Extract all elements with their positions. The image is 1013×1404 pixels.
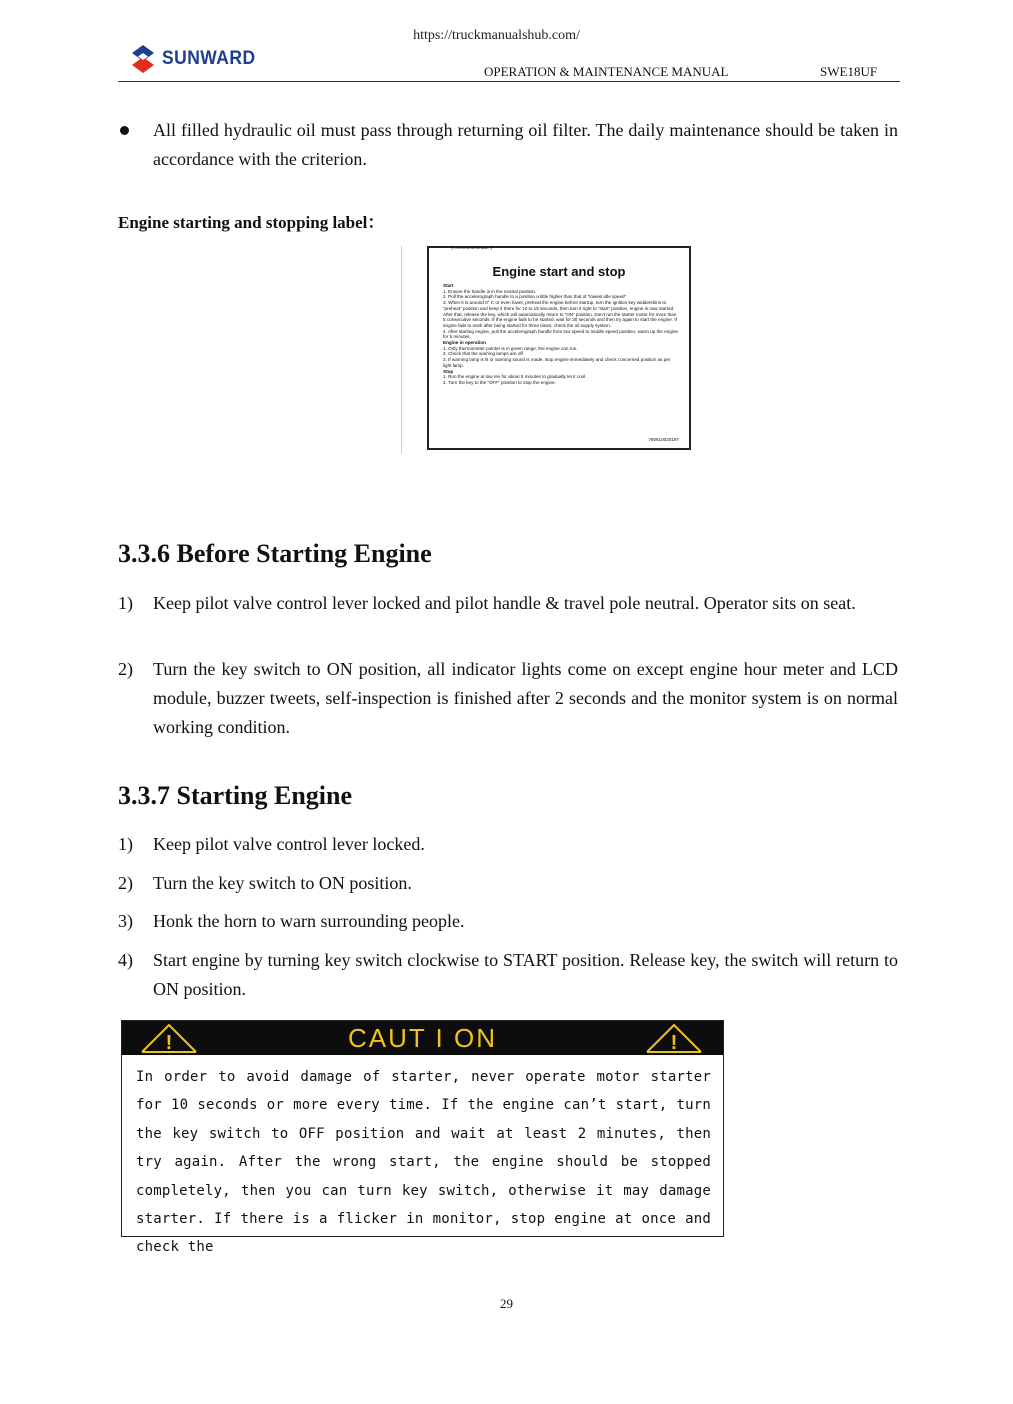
label-line: Stop [443,368,454,374]
list-number: 3) [118,911,133,931]
logo-wordmark: SUNWARD [162,48,256,69]
starting-step-2 [118,869,898,898]
label-line: 2. Turn the key to the “OFF” position to stop the engine. [443,379,556,385]
caution-box [121,1020,724,1256]
svg-text:!: ! [165,1032,173,1054]
caution-header-bar [122,1021,723,1055]
sunward-logo [130,44,264,74]
label-line: 2. Check that the warning lamps are off. [443,351,525,357]
label-caption: Engine starting and stopping label： [118,213,385,232]
sunward-logo-icon [130,44,156,74]
caution-title: CAUT I ON [348,1023,497,1053]
before-start-step-1 [118,589,898,618]
label-line: 1. Only thermometer pointer is in green range, the engine can run. [443,345,578,351]
list-text: Keep pilot valve control lever locked and pilot handle & travel pole neutral. Operator sits on seat. [153,593,856,613]
before-start-step-2 [118,655,898,742]
manual-title: OPERATION & MAINTENANCE MANUAL [484,64,729,79]
bullet-icon [120,126,129,135]
label-title: Engine start and stop [492,264,626,279]
list-number: 4) [118,950,133,970]
source-url[interactable]: https://truckmanualshub.com/ [413,28,580,43]
list-text: Turn the key switch to ON position. [153,873,412,893]
list-number: 2) [118,873,133,893]
label-instructions [429,279,689,386]
svg-text:!: ! [670,1032,678,1054]
list-number: 1) [118,593,133,613]
header-divider [118,81,900,82]
label-line: 3. If warning lamp is lit or warning sound is made, stop engine immediately and check concerned position as per light lamp. [443,357,671,368]
image-edge [401,246,402,454]
label-line: Start [443,283,454,288]
label-code: 780610020197 [648,437,679,442]
hydraulic-oil-note: All filled hydraulic oil must pass through returning oil filter. The daily maintenance should be taken in accordance with the criterion. [153,120,898,169]
label-top-text: (...nnnnnnnnnnaa...) [451,245,493,250]
list-text: Start engine by turning key switch clockwise to START position. Release key, the switch will return to ON position. [153,950,898,999]
label-line: 4. After starting engine, pull the accelerograph handle from low speed to middle speed position, warm up the engine for 5 minutes. [443,328,678,340]
engine-start-stop-label-image [427,246,691,450]
label-line: Engine in operation [443,340,486,346]
page-number: 29 [500,1296,513,1311]
starting-step-4 [118,946,898,1004]
list-text: Turn the key switch to ON position, all indicator lights come on except engine hour meter and LCD module, buzzer tweets, self-inspection is finished after 2 seconds and the monitor system is on normal working condition. [153,659,898,737]
section-heading-starting-engine: 3.3.7 Starting Engine [118,781,353,810]
model-number: SWE18UF [820,64,878,79]
section-heading-before-starting: 3.3.6 Before Starting Engine [118,539,432,568]
starting-step-1 [118,830,898,859]
label-line: 2. Pull the accelerograph handle to a position a little higher than that of “lowest idle speed”. [443,294,628,300]
list-text: Honk the horn to warn surrounding people. [153,911,465,931]
label-line: 1. Ensure the handle is in the neutral position. [443,288,537,294]
label-line: 1. Run the engine at low rev for about 5 minutes to gradually let it cool. [443,374,587,380]
caution-message: In order to avoid damage of starter, never operate motor starter for 10 seconds or more every time. If the engine can’t start, turn the key switch to OFF position and wait at least 2 minutes, then try again. After the wrong start, the engine should be stopped completely, then you can turn key switch, otherwise it may damage starter. If there is a flicker in monitor, stop engine at once and check the [136,1069,711,1256]
list-number: 2) [118,659,133,679]
starting-step-3 [118,907,898,936]
list-text: Keep pilot valve control lever locked. [153,834,425,854]
list-number: 1) [118,834,133,854]
label-line: 3. When it is around 0° C or even lower, preheat the engine before startup, turn the ignition key widdershins to “preheat” position and keep it there for 10 to 15 seconds, then turn it right to “start” position, engine is now started. After that, release the key, which will automatically return to “ON” position. Don't run the starter motor for more than 5 consecutive seconds. If the engine fails to be started, wait for 30 seconds and then try again to start the engine. If engine fails to work after being started for three times, check the oil supply system. [443,300,677,328]
warning-triangle-icon [643,1023,705,1054]
